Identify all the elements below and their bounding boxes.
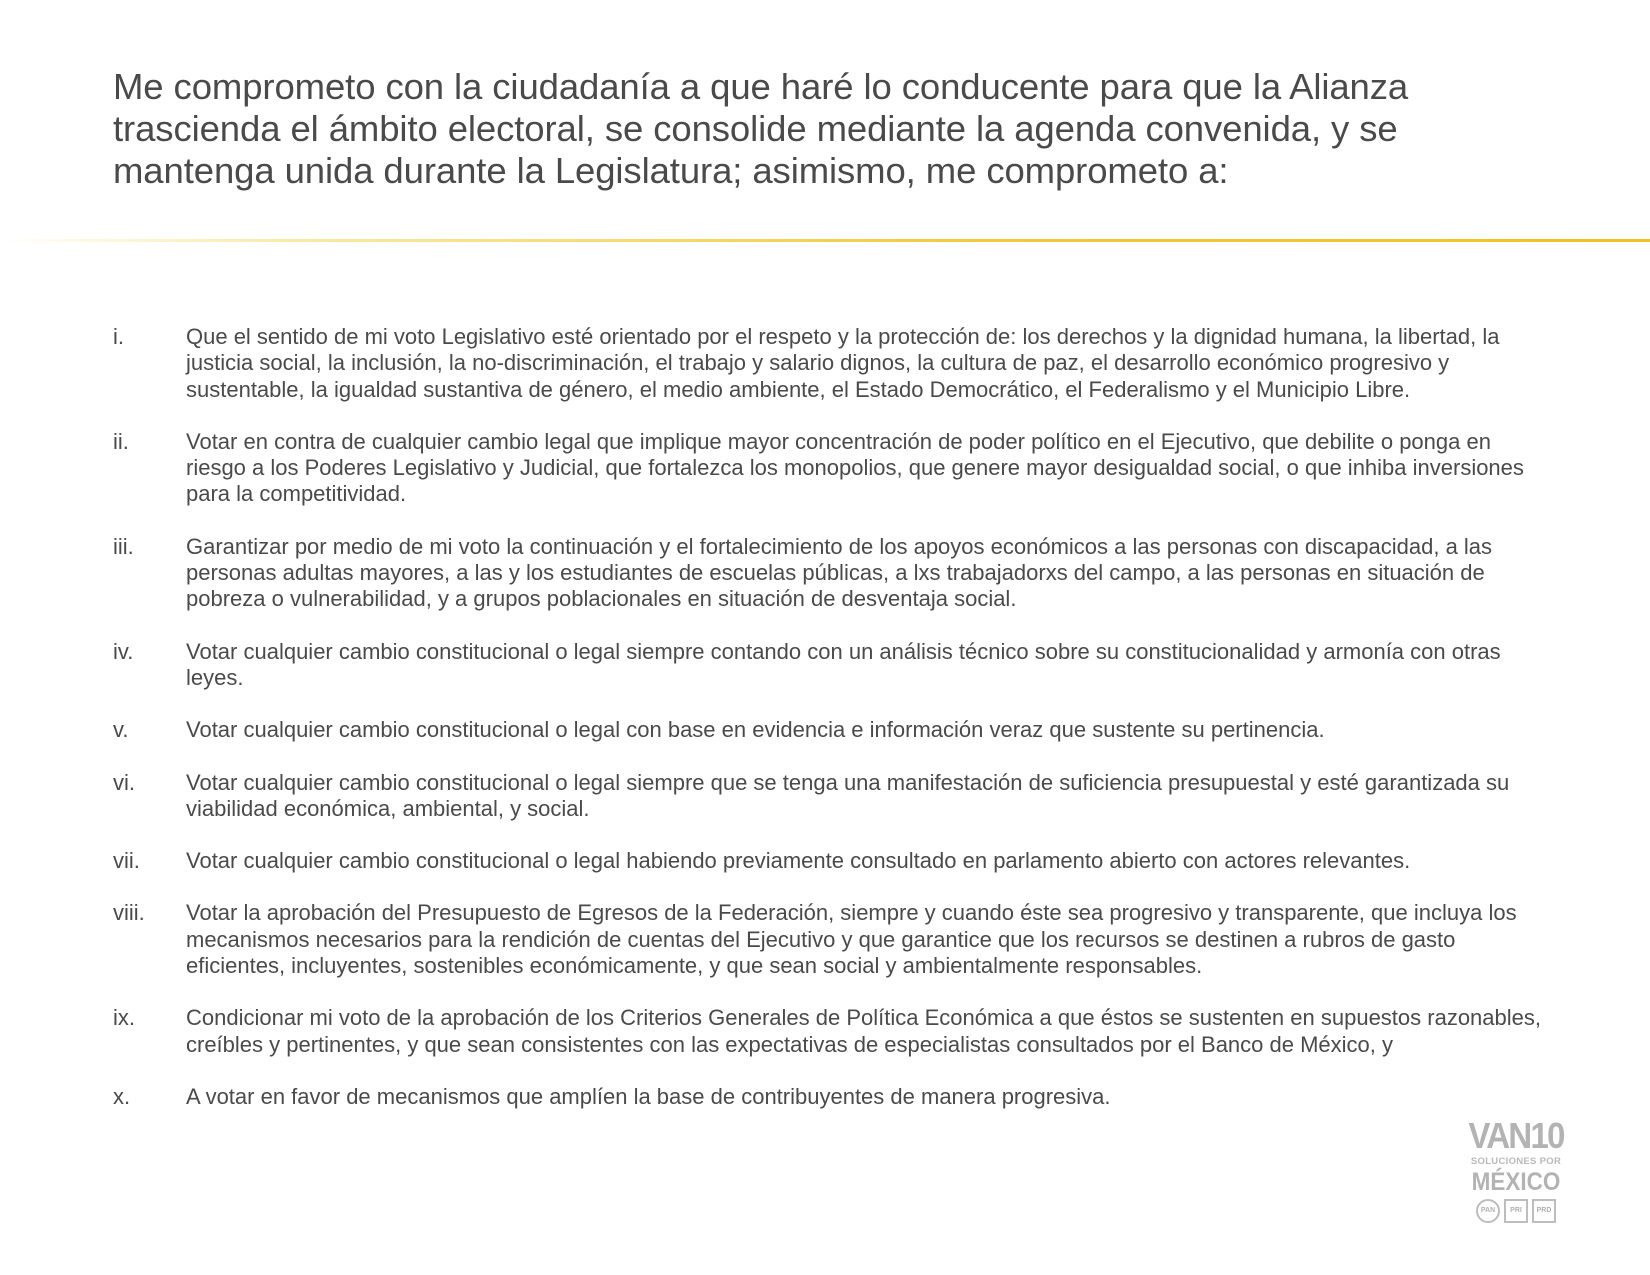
item-text: Votar en contra de cualquier cambio legal que implique mayor concentración de poder político en el Ejecutivo, que debilite o ponga en riesgo a los Poderes Legislativo y Judicial, que fortalezca los monopolios, que genere mayor desigualdad social, o que inhiba inversiones para la competitividad. — [186, 428, 1524, 507]
item-number: ix. — [113, 1005, 135, 1031]
logo-tagline: SOLUCIONES POR — [1470, 1156, 1562, 1167]
item-number: vii. — [113, 848, 140, 874]
pri-badge-icon: PRI — [1504, 1199, 1528, 1223]
item-number: ii. — [113, 428, 129, 454]
list-item — [113, 1005, 1553, 1058]
logo-wordmark: VAN10 — [1468, 1115, 1564, 1156]
divider-line — [0, 239, 1650, 242]
list-item — [113, 639, 1553, 692]
item-number: v. — [113, 717, 129, 743]
item-text: Condicionar mi voto de la aprobación de los Criterios Generales de Política Económica a que éstos se sustenten en supuestos razonables, creíbles y pertinentes, y que sean consistentes con las expectativas de especialistas consultados por el Banco de México, y — [186, 1005, 1541, 1057]
item-text: Votar cualquier cambio constitucional o legal siempre que se tenga una manifestación de suficiencia presupuestal y esté garantizada su viabilidad económica, ambiental, y social. — [186, 769, 1510, 821]
item-text: Votar cualquier cambio constitucional o legal con base en evidencia e información veraz que sustente su pertinencia. — [186, 717, 1325, 743]
list-item — [113, 429, 1553, 508]
commitments-list — [113, 324, 1553, 1136]
item-text: Votar cualquier cambio constitucional o legal habiendo previamente consultado en parlamento abierto con actores relevantes. — [186, 848, 1411, 874]
intro-statement: Me comprometo con la ciudadanía a que haré lo conducente para que la Alianza trascienda el ámbito electoral, se consolide mediante la agenda convenida, y se mantenga unida durante la Legislatura; asimismo, me comprometo a: — [113, 66, 1409, 191]
list-item — [113, 770, 1553, 823]
item-number: iii. — [113, 533, 134, 559]
item-number: i. — [113, 324, 124, 349]
prd-badge-icon: PRD — [1532, 1199, 1556, 1223]
pan-badge-icon: PAN — [1476, 1199, 1500, 1223]
item-number: iv. — [113, 638, 134, 664]
item-text: Votar cualquier cambio constitucional o legal siempre contando con un análisis técnico sobre su constitucionalidad y armonía con otras leyes. — [186, 638, 1501, 690]
party-badges — [1476, 1198, 1556, 1224]
logo-country: MÉXICO — [1471, 1168, 1561, 1196]
list-item — [113, 848, 1553, 874]
item-text: Garantizar por medio de mi voto la continuación y el fortalecimiento de los apoyos económicos a las personas con discapacidad, a las personas adultas mayores, a las y los estudiantes de escuelas públicas, a lxs trabajadorxs del campo, a las personas en situación de pobreza o vulnerabilidad, y a grupos poblacionales en situación de desventaja social. — [186, 533, 1493, 612]
list-item — [113, 900, 1553, 979]
item-text: Votar la aprobación del Presupuesto de Egresos de la Federación, siempre y cuando éste sea progresivo y transparente, que incluya los mecanismos necesarios para la rendición de cuentas del Ejecutivo y que garantice que los recursos se destinen a rubros de gasto eficientes, incluyentes, sostenibles económicamente, y que sean social y ambientalmente responsables. — [186, 900, 1517, 979]
list-item — [113, 534, 1553, 613]
item-number: vi. — [113, 769, 135, 795]
list-item — [113, 1084, 1553, 1110]
list-item — [113, 717, 1553, 743]
coalition-logo — [1464, 1115, 1568, 1226]
item-number: viii. — [113, 900, 145, 926]
item-number: x. — [113, 1083, 131, 1109]
list-item — [113, 324, 1553, 403]
item-text: A votar en favor de mecanismos que amplíen la base de contribuyentes de manera progresiva. — [186, 1083, 1111, 1109]
item-text: Que el sentido de mi voto Legislativo esté orientado por el respeto y la protección de: los derechos y la dignidad humana, la libertad, la justicia social, la inclusión, la no-discriminación, el trabajo y salario dignos, la cultura de paz, el desarrollo económico progresivo y sustentable, la igualdad sustantiva de género, el medio ambiente, el Estado Democrático, el Federalismo y el Municipio Libre. — [186, 324, 1500, 402]
